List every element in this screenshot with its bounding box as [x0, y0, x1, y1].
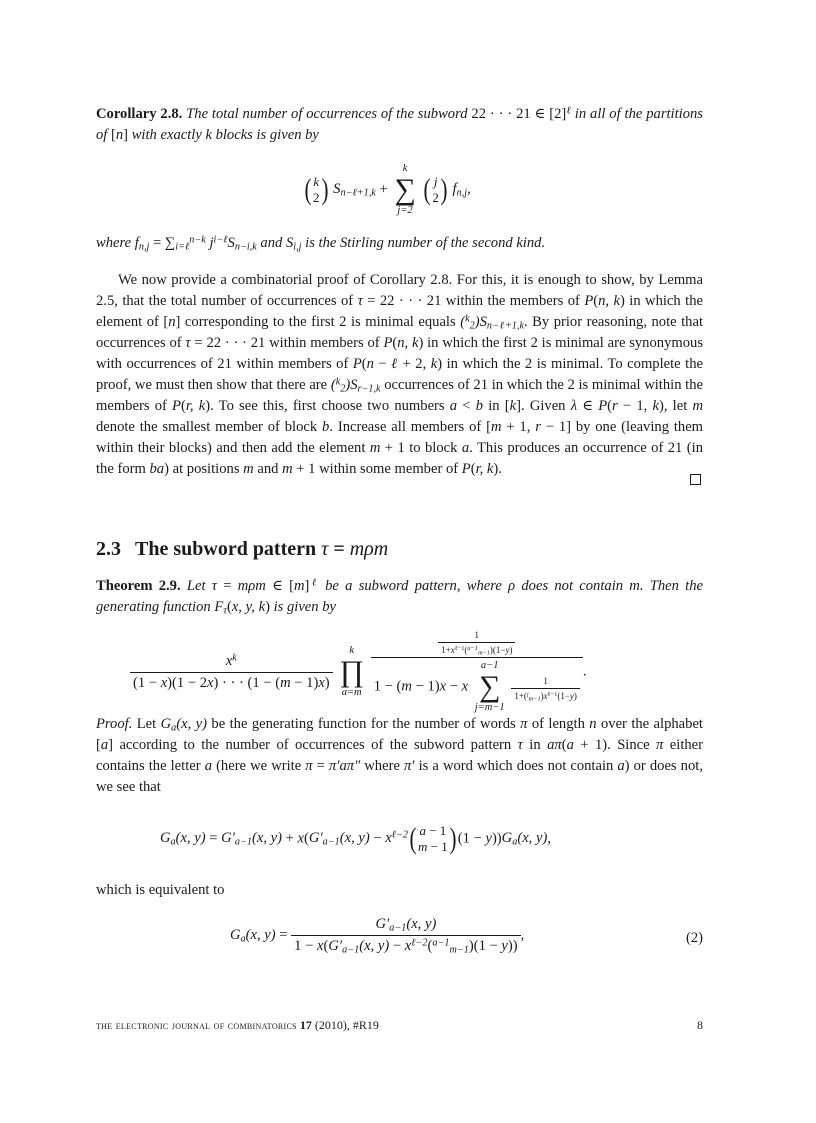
recurrence-equation: $G_a(x$, $y) = G'_{a-1}(x$, $y) + x(G'_{a-1}(x$, $y) - x^{\ell-2}$ ( a − 1 m − 1 ) $(1 - y))G_a(x$, y), [160, 822, 551, 855]
equation-number: (2) [685, 930, 703, 946]
qed-box-icon [690, 474, 701, 485]
corollary-statement [96, 104, 703, 146]
section-heading [96, 538, 388, 561]
page-number: 8 [697, 1018, 703, 1032]
equation-2: $G_a(x$, y) = $\frac{G'_{a-1}(x, y)}{1 - x(G'_{a-1}(x, y) - x^{\ell-2}(^{a-1}_{m-1})(1 - y))}$ , [230, 916, 525, 956]
corollary-label: Corollary 2.8. [96, 106, 183, 122]
theorem-formula: $\frac{x^k}{(1 - x)(1 - 2x) \cdot \cdot \cdot (1 - (m - 1)x)}$ k ∏ a=m $\frac{1}{1+x^{\ell-1}(^{a-1}_{m-1})(1-y)}$ 1 − (m − 1)x − x a−1 ∑ j=m−1 $\frac{1}{1+(^j_{m-1})x^{\ell-1}(1-y)}$ . [130, 630, 587, 714]
journal-name: the electronic journal of combinatorics [96, 1018, 297, 1032]
combinatorial-proof-paragraph: We now provide a combinatorial proof of Corollary 2.8. For this, it is enough to show, by Lemma 2.5, that the total number of occurrences of τ = 22 · · · 21 within the members of P(n, k) in which the element of [n] corresponding to the first 2 is minimal equals $(^k_2)S_{n-\ell+1,k}$. By prior reasoning, note that occurrences of τ = 22 · · · 21 within members of P(n, k) in which the first 2 is minimal are synonymous with occurrences of 21 within members of P(n − ℓ + 2, k) in which the 2 is minimal. To complete the proof, we must then show that there are $(^k_2)S_{r-1,k}$ occurrences of 21 in which the 2 is minimal within the members of P(r, k). To see this, first choose two numbers a < b in [k]. Given λ ∈ P(r − 1, k), let m denote the smallest member of block b. Increase all members of [m + 1, r − 1] by one (leaving them within their blocks) and then add the element m + 1 to block a. This produces an occurrence of 21 (in the form ba) at positions m and m + 1 within some member of P(r, k). [96, 272, 704, 477]
section-title: The subword pattern τ = mρm [135, 538, 389, 560]
proof-label: Proof. [96, 716, 133, 732]
page-footer [96, 1018, 703, 1033]
proof-paragraph: Proof. Let $G_a(x$, y) be the generating function for the number of words π of length n over the alphabet [a] according to the number of occurrences of the subword pattern τ in aπ(a + 1). Since π either contains the letter a (here we write π = π′aπ″ where π′ is a word which does not contain a) or does not, we see that [96, 716, 704, 795]
journal-issue: (2010), #R19 [314, 1018, 379, 1032]
theorem-text: Let τ = mρm ∈ $[m]^\ell$ be a subword pattern, where ρ does not contain m. Then the generating function $F_\tau(x$, y, k) is given by [96, 577, 704, 617]
theorem-statement [96, 576, 703, 618]
paper-page [96, 0, 703, 1123]
section-number: 2.3 [96, 538, 121, 560]
corollary-where: where $f_{n,j} = \sum_{i=\ell}^{n-k}$ $j^{i-\ell}S_{n-i,k}$ and $S_{i,j}$ is the Stirling number of the second kind. [96, 234, 546, 253]
corollary-text: The total number of occurrences of the subword 22 · · · 21 ∈ $[2]^\ell$ in all of the partitions of [n] with exactly k blocks is given by [96, 105, 703, 143]
corollary-formula: ( k 2 ) $S_{n-\ell+1,k}$ + k ∑ j=2 ( j 2 ) $f_{n,j}$, [304, 163, 471, 216]
equivalent-text: which is equivalent to [96, 882, 225, 898]
journal-volume: 17 [299, 1018, 312, 1032]
theorem-label: Theorem 2.9. [96, 578, 181, 594]
